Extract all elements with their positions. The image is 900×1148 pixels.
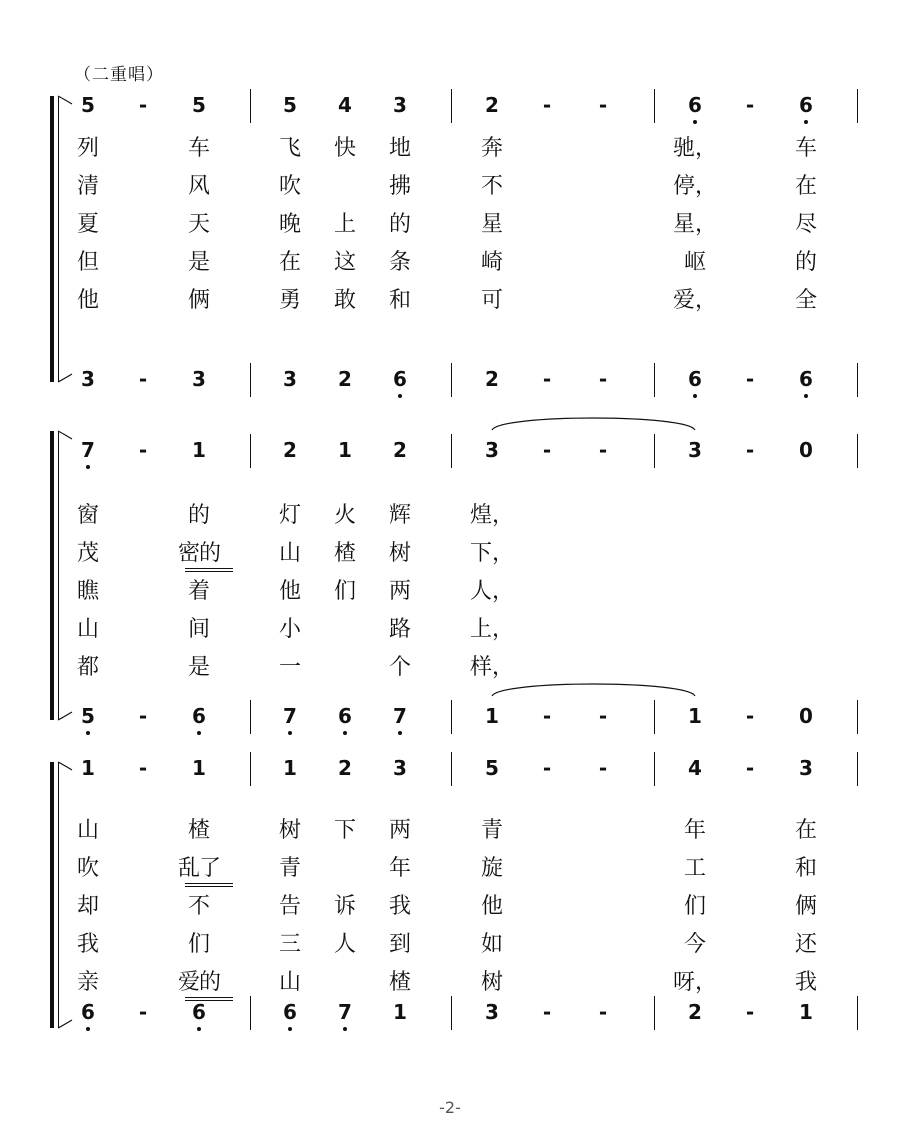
sustain-dash: - xyxy=(598,438,608,462)
lyric-syllable: 条 xyxy=(388,250,411,275)
lyric-syllable: 列 xyxy=(76,136,99,161)
lyric-syllable: 全 xyxy=(794,288,817,313)
lyric-syllable: 的 xyxy=(794,250,817,275)
sustain-dash: - xyxy=(542,93,552,117)
sustain-dash: - xyxy=(138,438,148,462)
note-numeral: 6 xyxy=(680,369,710,389)
barline xyxy=(654,89,655,123)
sustain-dash: - xyxy=(745,367,755,391)
lyric-syllable: 们 xyxy=(187,932,210,957)
bracket-hook xyxy=(58,96,72,104)
note-numeral: 6 xyxy=(184,1002,214,1022)
note-numeral: 4 xyxy=(338,93,352,117)
lyric-syllable: 爱， xyxy=(672,288,717,313)
lyric-syllable: 如 xyxy=(480,932,503,957)
note-numeral: 1 xyxy=(799,1000,813,1024)
note-numeral: 2 xyxy=(688,1000,702,1024)
bracket-hook xyxy=(58,374,72,382)
barline xyxy=(250,752,251,786)
note-numeral: 2 xyxy=(338,756,352,780)
melisma-underline xyxy=(185,568,233,569)
lyric-syllable: 他 xyxy=(278,579,301,604)
lyric-syllable: 密的 xyxy=(177,541,220,566)
lyric-syllable: 他 xyxy=(76,288,99,313)
sustain-dash: - xyxy=(598,1000,608,1024)
tie-arc xyxy=(492,684,695,696)
melisma-underline xyxy=(185,1000,233,1001)
barline xyxy=(654,752,655,786)
note-numeral: 4 xyxy=(688,756,702,780)
lyric-syllable: 山 xyxy=(76,617,99,642)
lower-octave-dot xyxy=(398,731,402,735)
note-numeral: 3 xyxy=(81,367,95,391)
barline xyxy=(654,700,655,734)
header-label: （二重唱） xyxy=(74,65,164,85)
lyric-syllable: 楂 xyxy=(187,818,210,843)
lower-octave-dot xyxy=(804,394,808,398)
lyric-syllable: 吹 xyxy=(76,856,99,881)
lyric-syllable: 的 xyxy=(187,503,210,528)
lyric-syllable: 俩 xyxy=(794,894,817,919)
note-numeral: 7 xyxy=(275,706,305,726)
sustain-dash: - xyxy=(542,438,552,462)
sustain-dash: - xyxy=(138,756,148,780)
barline xyxy=(857,752,858,786)
lyric-syllable: 人， xyxy=(469,579,514,604)
lower-octave-dot xyxy=(693,120,697,124)
lyric-syllable: 窗 xyxy=(76,503,99,528)
lyric-syllable: 三 xyxy=(278,932,301,957)
lyric-syllable: 飞 xyxy=(278,136,301,161)
lyric-syllable: 们 xyxy=(333,579,356,604)
tie-arc xyxy=(492,418,695,430)
lower-octave-dot xyxy=(398,394,402,398)
lyric-syllable: 今 xyxy=(683,932,706,957)
note-numeral: 1 xyxy=(192,438,206,462)
lower-octave-dot xyxy=(197,731,201,735)
lyric-syllable: 驰， xyxy=(672,136,717,161)
lyric-syllable: 崎 xyxy=(480,250,503,275)
lyric-syllable: 和 xyxy=(388,288,411,313)
note-numeral: 1 xyxy=(338,438,352,462)
lyric-syllable: 爱的 xyxy=(177,970,220,995)
lyric-syllable: 山 xyxy=(76,818,99,843)
barline xyxy=(857,700,858,734)
lower-octave-dot xyxy=(86,465,90,469)
lyric-syllable: 是 xyxy=(187,655,210,680)
barline xyxy=(857,89,858,123)
lyric-syllable: 两 xyxy=(388,818,411,843)
lyric-syllable: 到 xyxy=(388,932,411,957)
bracket-hook xyxy=(58,431,72,439)
barline xyxy=(451,89,452,123)
note-numeral: 3 xyxy=(393,93,407,117)
lyric-syllable: 都 xyxy=(76,655,99,680)
note-numeral: 3 xyxy=(485,438,499,462)
lyric-syllable: 车 xyxy=(794,136,817,161)
lower-octave-dot xyxy=(288,1027,292,1031)
sustain-dash: - xyxy=(745,93,755,117)
lyric-syllable: 敢 xyxy=(333,288,356,313)
melisma-underline xyxy=(185,886,233,887)
lyric-syllable: 岖 xyxy=(683,250,706,275)
barline xyxy=(451,752,452,786)
lyric-syllable: 下 xyxy=(333,818,356,843)
note-numeral: 7 xyxy=(385,706,415,726)
barline xyxy=(857,363,858,397)
note-numeral: 2 xyxy=(338,367,352,391)
note-numeral: 3 xyxy=(393,756,407,780)
lyric-syllable: 乱了 xyxy=(177,856,220,881)
sustain-dash: - xyxy=(542,367,552,391)
lower-octave-dot xyxy=(288,731,292,735)
system-bracket xyxy=(50,762,54,1028)
lyric-syllable: 不 xyxy=(480,174,503,199)
note-numeral: 3 xyxy=(485,1000,499,1024)
note-numeral: 5 xyxy=(485,756,499,780)
lyric-syllable: 工 xyxy=(683,856,706,881)
note-numeral: 3 xyxy=(688,438,702,462)
lyric-syllable: 星， xyxy=(672,212,717,237)
lyric-syllable: 树 xyxy=(278,818,301,843)
lyric-syllable: 车 xyxy=(187,136,210,161)
lower-octave-dot xyxy=(343,1027,347,1031)
lyric-syllable: 山 xyxy=(278,970,301,995)
lower-octave-dot xyxy=(86,1027,90,1031)
lyric-syllable: 间 xyxy=(187,617,210,642)
lyric-syllable: 他 xyxy=(480,894,503,919)
note-numeral: 5 xyxy=(73,706,103,726)
lyric-syllable: 我 xyxy=(794,970,817,995)
bracket-hook xyxy=(58,762,72,770)
lyric-syllable: 样， xyxy=(469,655,514,680)
note-numeral: 3 xyxy=(283,367,297,391)
lower-octave-dot xyxy=(693,394,697,398)
sustain-dash: - xyxy=(598,93,608,117)
sustain-dash: - xyxy=(745,438,755,462)
sustain-dash: - xyxy=(745,1000,755,1024)
barline xyxy=(250,996,251,1030)
lyric-syllable: 晚 xyxy=(278,212,301,237)
lyric-syllable: 一 xyxy=(278,655,301,680)
lyric-syllable: 夏 xyxy=(76,212,99,237)
sustain-dash: - xyxy=(542,756,552,780)
barline xyxy=(451,996,452,1030)
lyric-syllable: 可 xyxy=(480,288,503,313)
sustain-dash: - xyxy=(542,704,552,728)
barline xyxy=(654,434,655,468)
note-numeral: 6 xyxy=(184,706,214,726)
note-numeral: 7 xyxy=(330,1002,360,1022)
lyric-syllable: 星 xyxy=(480,212,503,237)
lyric-syllable: 火 xyxy=(333,503,356,528)
note-numeral: 0 xyxy=(799,438,813,462)
sustain-dash: - xyxy=(598,704,608,728)
system-bracket-inner xyxy=(58,431,59,720)
lyric-syllable: 奔 xyxy=(480,136,503,161)
lyric-syllable: 在 xyxy=(278,250,301,275)
lyric-syllable: 在 xyxy=(794,818,817,843)
melisma-underline xyxy=(185,883,233,884)
lyric-syllable: 天 xyxy=(187,212,210,237)
lyric-syllable: 却 xyxy=(76,894,99,919)
sustain-dash: - xyxy=(138,367,148,391)
lyric-syllable: 快 xyxy=(333,136,356,161)
note-numeral: 1 xyxy=(393,1000,407,1024)
lyric-syllable: 还 xyxy=(794,932,817,957)
lyric-syllable: 人 xyxy=(333,932,356,957)
lyric-syllable: 年 xyxy=(683,818,706,843)
barline xyxy=(250,89,251,123)
sustain-dash: - xyxy=(598,367,608,391)
lyric-syllable: 下， xyxy=(469,541,514,566)
sustain-dash: - xyxy=(138,704,148,728)
note-numeral: 1 xyxy=(192,756,206,780)
lyric-syllable: 地 xyxy=(388,136,411,161)
lower-octave-dot xyxy=(197,1027,201,1031)
sustain-dash: - xyxy=(138,1000,148,1024)
lyric-syllable: 但 xyxy=(76,250,99,275)
note-numeral: 1 xyxy=(283,756,297,780)
melisma-underline xyxy=(185,571,233,572)
system-bracket xyxy=(50,431,54,720)
barline xyxy=(654,996,655,1030)
barline xyxy=(857,434,858,468)
system-bracket xyxy=(50,96,54,382)
note-numeral: 6 xyxy=(330,706,360,726)
barline xyxy=(451,700,452,734)
lyric-syllable: 上， xyxy=(469,617,514,642)
lyric-syllable: 这 xyxy=(333,250,356,275)
barline xyxy=(654,363,655,397)
note-numeral: 5 xyxy=(192,93,206,117)
note-numeral: 5 xyxy=(283,93,297,117)
note-numeral: 7 xyxy=(73,440,103,460)
lyric-syllable: 旋 xyxy=(480,856,503,881)
lower-octave-dot xyxy=(343,731,347,735)
lyric-syllable: 在 xyxy=(794,174,817,199)
barline xyxy=(250,434,251,468)
note-numeral: 2 xyxy=(393,438,407,462)
lyric-syllable: 灯 xyxy=(278,503,301,528)
barline xyxy=(250,363,251,397)
lyric-syllable: 着 xyxy=(187,579,210,604)
lyric-syllable: 煌， xyxy=(469,503,514,528)
lyric-syllable: 风 xyxy=(187,174,210,199)
lyric-syllable: 树 xyxy=(388,541,411,566)
lyric-syllable: 的 xyxy=(388,212,411,237)
page-number: -2- xyxy=(439,1098,461,1117)
lower-octave-dot xyxy=(86,731,90,735)
barline xyxy=(250,700,251,734)
note-numeral: 6 xyxy=(791,369,821,389)
system-bracket-inner xyxy=(58,762,59,1028)
lyric-syllable: 年 xyxy=(388,856,411,881)
note-numeral: 2 xyxy=(485,367,499,391)
melisma-underline xyxy=(185,997,233,998)
note-numeral: 6 xyxy=(275,1002,305,1022)
lyric-syllable: 山 xyxy=(278,541,301,566)
sustain-dash: - xyxy=(598,756,608,780)
lower-octave-dot xyxy=(804,120,808,124)
lyric-syllable: 青 xyxy=(278,856,301,881)
lyric-syllable: 茂 xyxy=(76,541,99,566)
lyric-syllable: 我 xyxy=(388,894,411,919)
note-numeral: 3 xyxy=(192,367,206,391)
sustain-dash: - xyxy=(138,93,148,117)
lyric-syllable: 拂 xyxy=(388,174,411,199)
lyric-syllable: 清 xyxy=(76,174,99,199)
lyric-syllable: 亲 xyxy=(76,970,99,995)
lyric-syllable: 不 xyxy=(187,894,210,919)
lyric-syllable: 是 xyxy=(187,250,210,275)
lyric-syllable: 吹 xyxy=(278,174,301,199)
lyric-syllable: 上 xyxy=(333,212,356,237)
lyric-syllable: 青 xyxy=(480,818,503,843)
note-numeral: 5 xyxy=(81,93,95,117)
lyric-syllable: 两 xyxy=(388,579,411,604)
lyric-syllable: 树 xyxy=(480,970,503,995)
lyric-syllable: 停， xyxy=(672,174,717,199)
lyric-syllable: 俩 xyxy=(187,288,210,313)
bracket-hook xyxy=(58,1020,72,1028)
lyric-syllable: 呀， xyxy=(672,970,717,995)
lyric-syllable: 我 xyxy=(76,932,99,957)
lyric-syllable: 勇 xyxy=(278,288,301,313)
lyric-syllable: 和 xyxy=(794,856,817,881)
bracket-hook xyxy=(58,712,72,720)
lyric-syllable: 楂 xyxy=(388,970,411,995)
note-numeral: 2 xyxy=(485,93,499,117)
lyric-syllable: 楂 xyxy=(333,541,356,566)
sustain-dash: - xyxy=(745,704,755,728)
lyric-syllable: 辉 xyxy=(388,503,411,528)
sustain-dash: - xyxy=(542,1000,552,1024)
note-numeral: 1 xyxy=(688,704,702,728)
note-numeral: 2 xyxy=(283,438,297,462)
lyric-syllable: 诉 xyxy=(333,894,356,919)
barline xyxy=(451,434,452,468)
lyric-syllable: 小 xyxy=(278,617,301,642)
lyric-syllable: 路 xyxy=(388,617,411,642)
lyric-syllable: 瞧 xyxy=(76,579,99,604)
lyric-syllable: 们 xyxy=(683,894,706,919)
note-numeral: 1 xyxy=(485,704,499,728)
system-bracket-inner xyxy=(58,96,59,382)
note-numeral: 0 xyxy=(799,704,813,728)
note-numeral: 6 xyxy=(73,1002,103,1022)
sustain-dash: - xyxy=(745,756,755,780)
barline xyxy=(857,996,858,1030)
note-numeral: 6 xyxy=(385,369,415,389)
lyric-syllable: 尽 xyxy=(794,212,817,237)
note-numeral: 1 xyxy=(81,756,95,780)
lyric-syllable: 个 xyxy=(388,655,411,680)
note-numeral: 6 xyxy=(791,95,821,115)
barline xyxy=(451,363,452,397)
note-numeral: 3 xyxy=(799,756,813,780)
lyric-syllable: 告 xyxy=(278,894,301,919)
note-numeral: 6 xyxy=(680,95,710,115)
